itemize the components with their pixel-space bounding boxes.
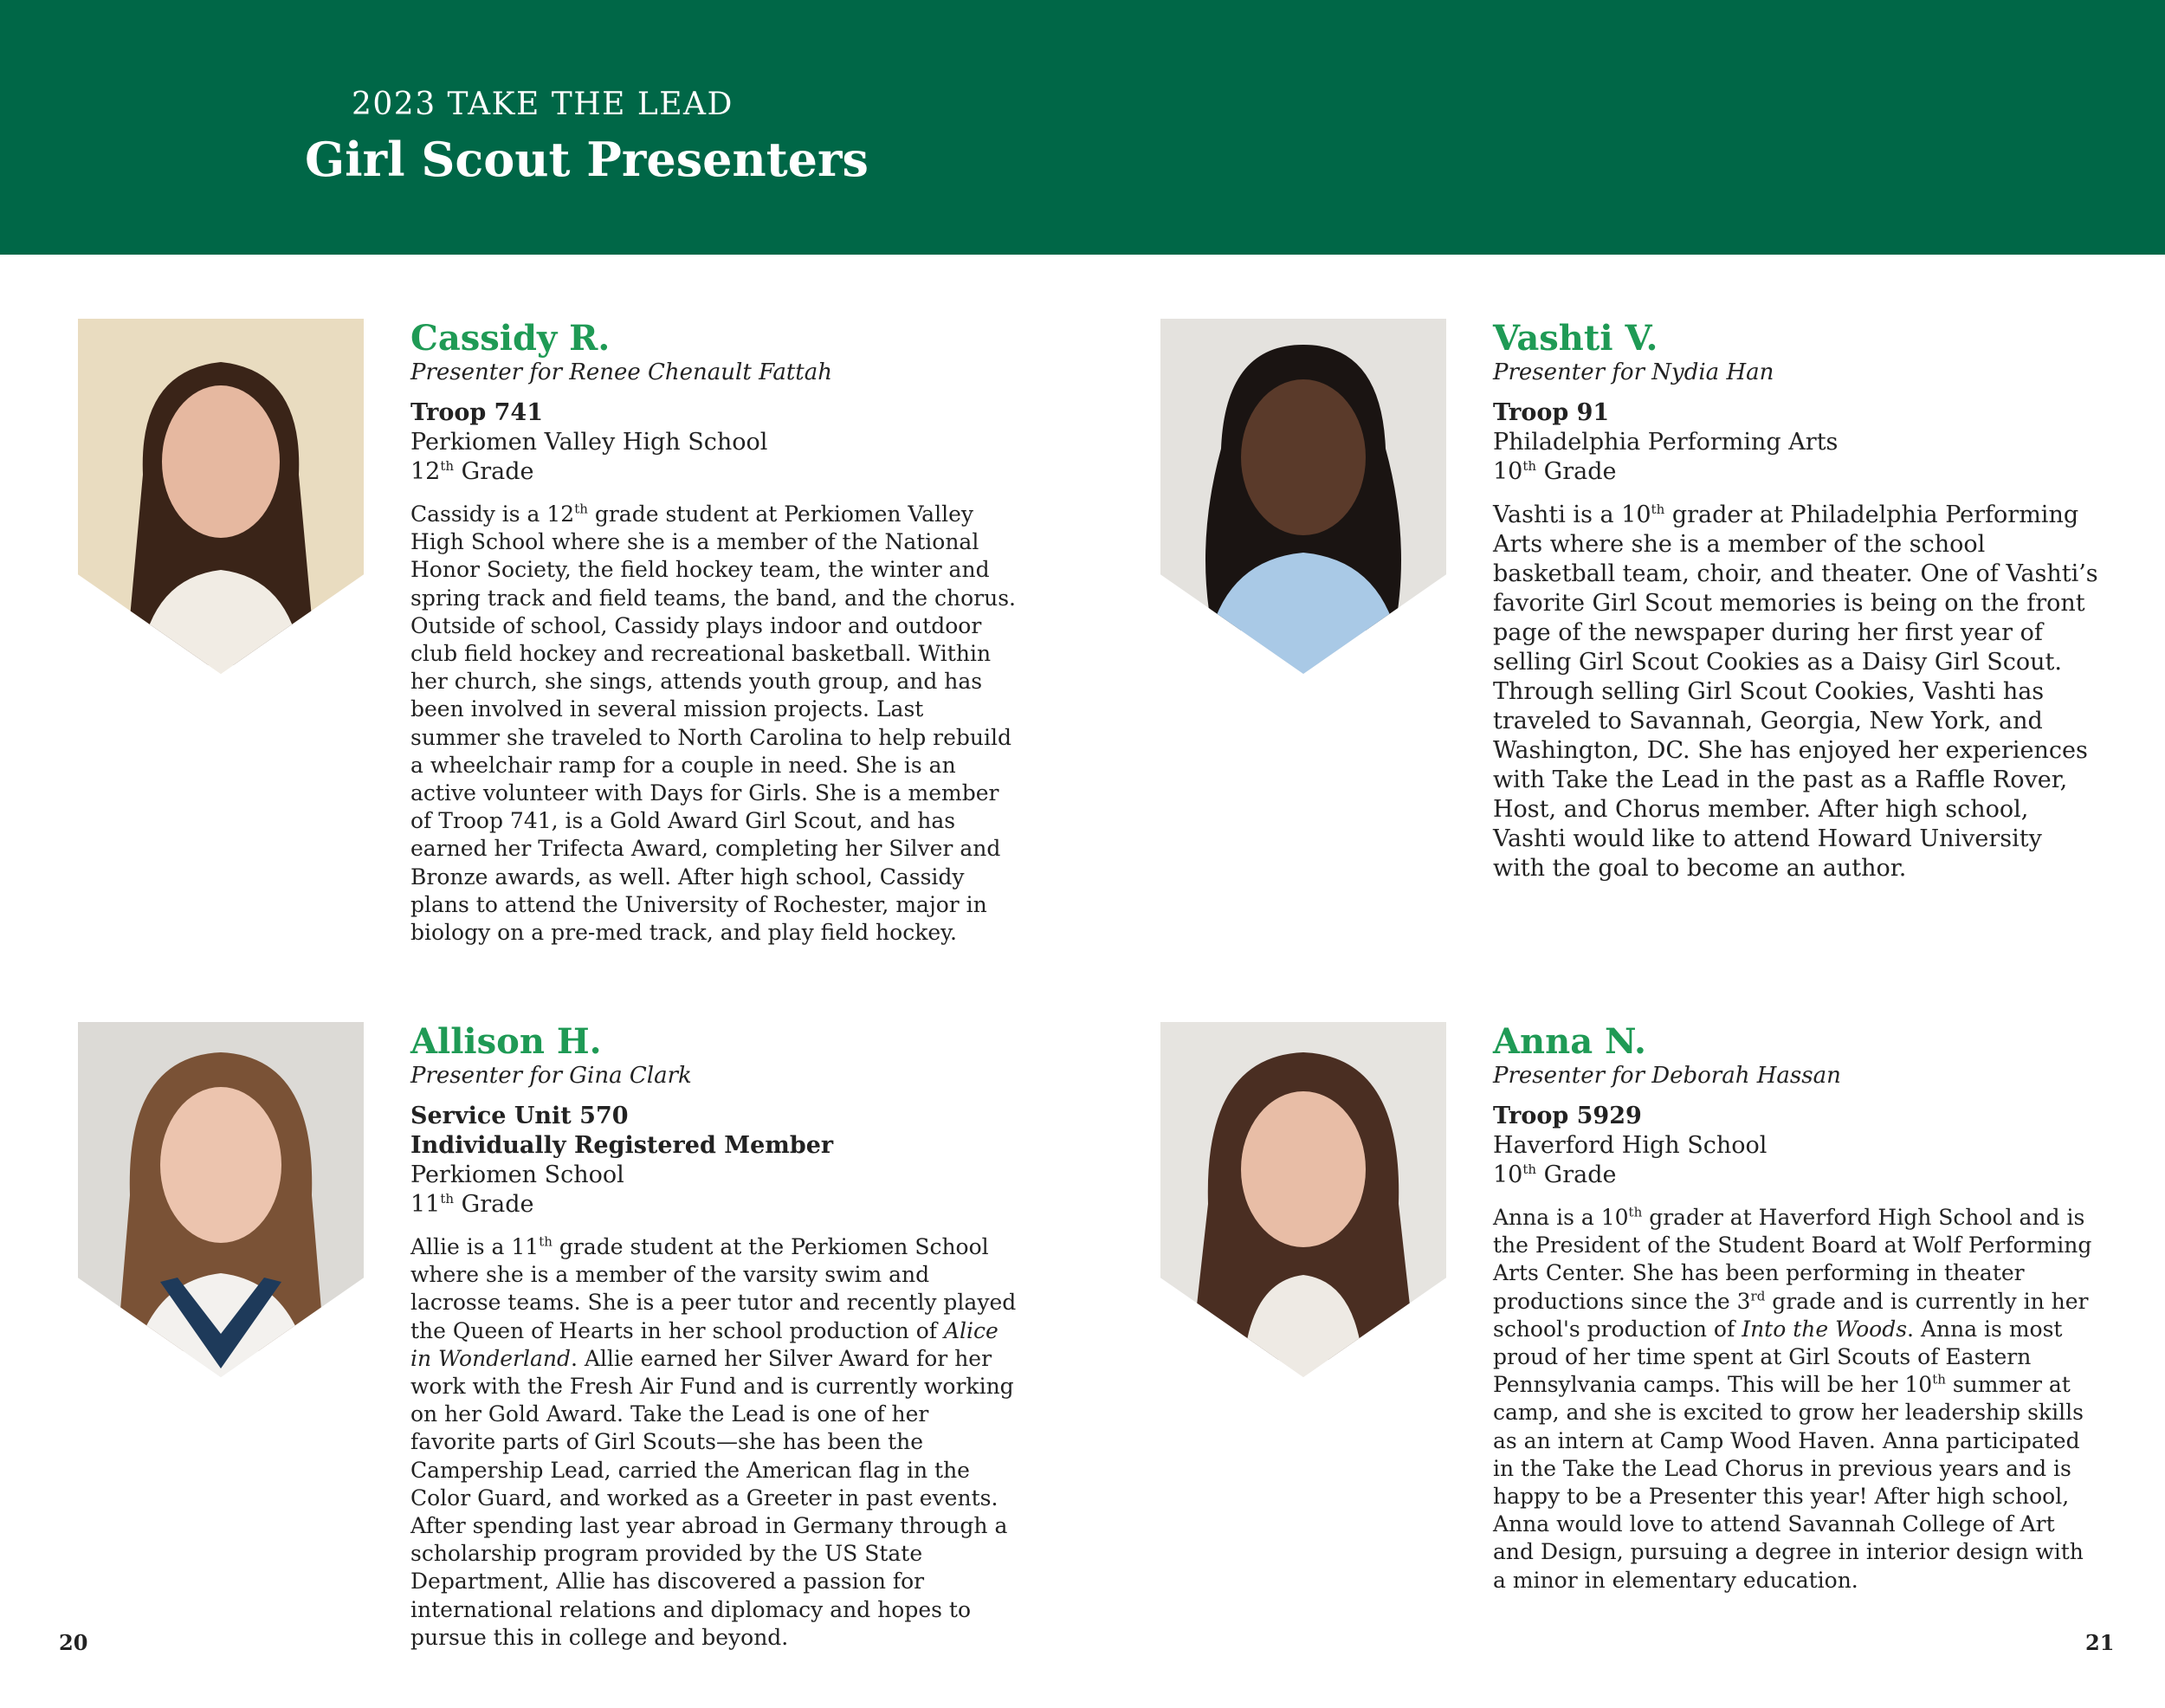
troop-label: Troop 91 (1493, 399, 1610, 426)
portrait-image (78, 1022, 364, 1377)
presenter-card-cassidy (410, 319, 1017, 947)
presenter-role: Presenter for Deborah Hassan (1493, 1063, 1841, 1089)
page-number-right: 21 (2085, 1630, 2115, 1655)
school-label: Perkiomen School (410, 1161, 624, 1188)
portrait-image (1160, 1022, 1446, 1377)
grade-label: 11th Grade (410, 1191, 534, 1218)
presenter-card-anna (1493, 1022, 2099, 1595)
school-label: Perkiomen Valley High School (410, 429, 768, 456)
presenter-name: Cassidy R. (410, 318, 611, 359)
troop-label: Troop 741 (410, 399, 544, 426)
presenter-photo-vashti (1160, 319, 1446, 674)
presenter-name: Vashti V. (1493, 318, 1658, 359)
presenter-role: Presenter for Nydia Han (1493, 359, 1774, 385)
school-label: Philadelphia Performing Arts (1493, 429, 1839, 456)
photo-face (160, 1087, 281, 1243)
photo-face (1241, 1091, 1366, 1247)
grade-label: 12th Grade (410, 458, 534, 485)
grade-label: 10th Grade (1493, 458, 1617, 485)
presenter-name: Anna N. (1493, 1021, 1646, 1062)
troop-label: Troop 5929 (1493, 1103, 1642, 1129)
header-banner (0, 0, 2165, 255)
header-kicker: 2023 TAKE THE LEAD (352, 87, 734, 122)
page-number-left: 20 (59, 1630, 88, 1655)
portrait-image (1160, 319, 1446, 674)
page-title: Girl Scout Presenters (305, 132, 869, 187)
presenter-role: Presenter for Gina Clark (410, 1063, 692, 1089)
presenter-card-allison (410, 1022, 1017, 1652)
registration-label: Individually Registered Member (410, 1132, 834, 1159)
presenter-bio: Cassidy is a 12th grade student at Perkiomen Valley High School where she is a member of the National Honor Society, the field hockey team, the winter and spring track and field teams, the band, and the chorus. Outside of school, Cassidy plays indoor and outdoor club field hockey and recreational basketball. Within her church, she sings, attends youth group, and has been involved in several mission projects. Last summer she traveled to North Carolina to help rebuild a wheelchair ramp for a couple in need. She is an active volunteer with Days for Girls. She is a member of Troop 741, is a Gold Award Girl Scout, and has earned her Trifecta Award, completing her Silver and Bronze awards, as well. After high school, Cassidy plans to attend the University of Rochester, major in biology on a pre-med track, and play field hockey. (410, 501, 1016, 946)
photo-face (162, 385, 280, 538)
portrait-image (78, 319, 364, 674)
presenter-role: Presenter for Renee Chenault Fattah (410, 359, 832, 385)
presenter-bio: Anna is a 10th grader at Haverford High School and is the President of the Student Board at Wolf Performing Arts Center. She has been performing in theater productions since the 3rd grade and is currently in her school's production of Into the Woods. Anna is most proud of her time spent at Girl Scouts of Eastern Pennsylvania camps. This will be her 10th summer at camp, and she is excited to grow her leadership skills as an intern at Camp Wood Haven. Anna participated in the Take the Lead Chorus in previous years and is happy to be a Presenter this year! After high school, Anna would love to attend Savannah College of Art and Design, pursuing a degree in interior design with a minor in elementary education. (1493, 1204, 2092, 1593)
photo-face (1241, 379, 1366, 535)
presenter-photo-allison (78, 1022, 364, 1377)
grade-label: 10th Grade (1493, 1161, 1617, 1188)
presenter-bio: Allie is a 11th grade student at the Perkiomen School where she is a member of the varsity swim and lacrosse teams. She is a peer tutor and recently played the Queen of Hearts in her school production of Alice in Wonderland. Allie earned her Silver Award for her work with the Fresh Air Fund and is currently working on her Gold Award. Take the Lead is one of her favorite parts of Girl Scouts—she has been the Campership Lead, carried the American flag in the Color Guard, and worked as a Greeter in past events. After spending last year abroad in Germany through a scholarship program provided by the US State Department, Allie has discovered a passion for international relations and diplomacy and hopes to pursue this in college and beyond. (410, 1233, 1017, 1650)
service-unit-label: Service Unit 570 (410, 1103, 629, 1129)
presenter-photo-cassidy (78, 319, 364, 674)
presenter-photo-anna (1160, 1022, 1446, 1377)
presenter-name: Allison H. (410, 1021, 602, 1062)
presenter-card-vashti (1493, 319, 2099, 883)
presenter-bio: Vashti is a 10th grader at Philadelphia Performing Arts where she is a member of the school basketball team, choir, and theater. One of Vashti’s favorite Girl Scout memories is being on the front page of the newspaper during her first year of selling Girl Scout Cookies as a Daisy Girl Scout. Through selling Girl Scout Cookies, Vashti has traveled to Savannah, Georgia, New York, and Washington, DC. She has enjoyed her experiences with Take the Lead in the past as a Raffle Rover, Host, and Chorus member. After high school, Vashti would like to attend Howard University with the goal to become an author. (1493, 501, 2098, 882)
school-label: Haverford High School (1493, 1132, 1768, 1159)
